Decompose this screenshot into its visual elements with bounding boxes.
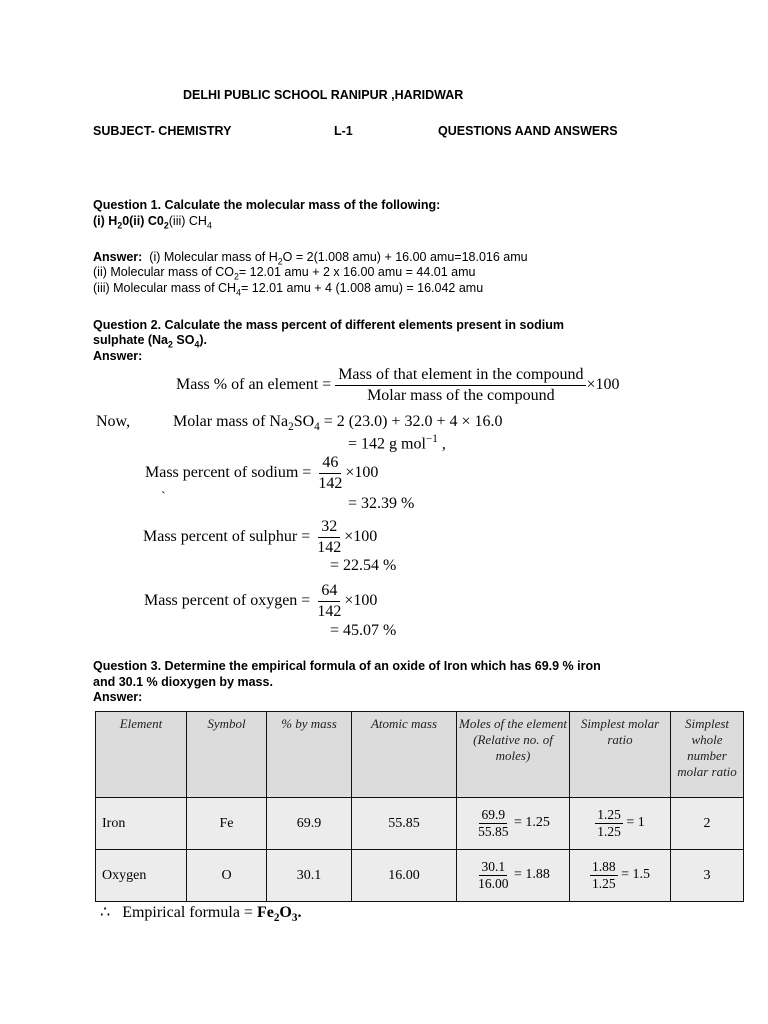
molar-mass-line2: = 142 g mol$^{-1}$ ,: [348, 433, 446, 453]
table-row: [96, 798, 744, 850]
cell-atomic-mass: 55.85: [352, 798, 457, 850]
cell-symbol: O: [187, 850, 267, 902]
school-name: DELHI PUBLIC SCHOOL RANIPUR ,HARIDWAR: [183, 88, 464, 102]
sodium-result: = 32.39 %: [348, 495, 415, 512]
header-symbol: Symbol: [187, 712, 267, 798]
cell-symbol: Fe: [187, 798, 267, 850]
q3-question-line2: and 30.1 % dioxygen by mass.: [93, 675, 273, 689]
q1-answer-line1: Answer: (i) Molecular mass of $H_2O = 2(1.008$ amu) + 16.00 amu=18.016 amu: [93, 250, 528, 267]
q3-question-line1: Question 3. Determine the empirical formula of an oxide of Iron which has 69.9 % iron: [93, 659, 601, 673]
mass-percent-formula: Mass % of an element = $\frac{\text{Mass of that element in the compound}}{\text{Molar mass of the compound}}$ ×100: [176, 366, 620, 404]
lesson-label: L-1: [334, 124, 353, 138]
oxygen-percent: Mass percent of oxygen = $\frac{64}{142}$ ×100: [144, 582, 378, 620]
sulphur-percent: Mass percent of sulphur = $\frac{32}{142}$ ×100: [143, 518, 378, 556]
subject-label: SUBJECT- CHEMISTRY: [93, 124, 232, 138]
table-row: [96, 850, 744, 902]
empirical-formula-table: [95, 711, 744, 902]
q3-answer-label: Answer:: [93, 690, 143, 704]
cell-percent: 30.1: [267, 850, 352, 902]
now-label: Now,: [96, 413, 131, 430]
sulphur-result: = 22.54 %: [330, 557, 397, 574]
cell-moles: $\frac{30.1}{16.00}$ = 1.88: [457, 850, 570, 902]
header-percent: % by mass: [267, 712, 352, 798]
header-whole-ratio: Simplest whole number molar ratio: [671, 712, 744, 798]
q1-question: Question 1. Calculate the molecular mass of the following:: [93, 198, 441, 212]
cell-moles: $\frac{69.9}{55.85}$ = 1.25: [457, 798, 570, 850]
q2-question-line2: sulphate ($Na_2$ $SO_4$).: [93, 333, 207, 350]
therefore-symbol: ∴: [100, 904, 111, 921]
oxygen-result: = 45.07 %: [330, 622, 397, 639]
table-header-row: [96, 712, 744, 798]
cell-atomic-mass: 16.00: [352, 850, 457, 902]
cell-whole-ratio: 2: [671, 798, 744, 850]
q1-parts: (i) $H_20(ii)$ $C0_2(iii)$ $CH_4$: [93, 214, 212, 231]
stray-mark: ˋ: [161, 490, 166, 505]
header-atomic-mass: Atomic mass: [352, 712, 457, 798]
sodium-percent: Mass percent of sodium = $\frac{46}{142}$ ×100: [145, 454, 379, 492]
doc-type-label: QUESTIONS AAND ANSWERS: [438, 124, 618, 138]
q1-answer-line2: (ii) Molecular mass of $CO_2= 12.01$ amu + 2 x 16.00 amu = 44.01 amu: [93, 265, 476, 282]
header-moles: Moles of the element (Relative no. of moles): [457, 712, 570, 798]
header-element: Element: [96, 712, 187, 798]
empirical-formula-result: ∴ Empirical formula = $Fe_2O_3$.: [100, 904, 302, 925]
formula-numerator: Mass of that element in the compound: [335, 366, 586, 386]
cell-simplest-ratio: $\frac{1.88}{1.25}$ = 1.5: [570, 850, 671, 902]
cell-percent: 69.9: [267, 798, 352, 850]
q2-question-line1: Question 2. Calculate the mass percent of different elements present in sodium: [93, 318, 564, 332]
formula-denominator: Molar mass of the compound: [367, 386, 555, 404]
q2-answer-label: Answer:: [93, 349, 143, 363]
cell-whole-ratio: 3: [671, 850, 744, 902]
cell-element: Oxygen: [96, 850, 187, 902]
cell-simplest-ratio: $\frac{1.25}{1.25}$ = 1: [570, 798, 671, 850]
cell-element: Iron: [96, 798, 187, 850]
molar-mass-line1: Molar mass of $Na_2SO_4 = 2$ (23.0) + 32.0 + 4 × 16.0: [173, 413, 503, 434]
header-simplest-ratio: Simplest molar ratio: [570, 712, 671, 798]
q1-answer-line3: (iii) Molecular mass of $CH_4= 12.01$ amu + 4 (1.008 amu) = 16.042 amu: [93, 281, 484, 298]
